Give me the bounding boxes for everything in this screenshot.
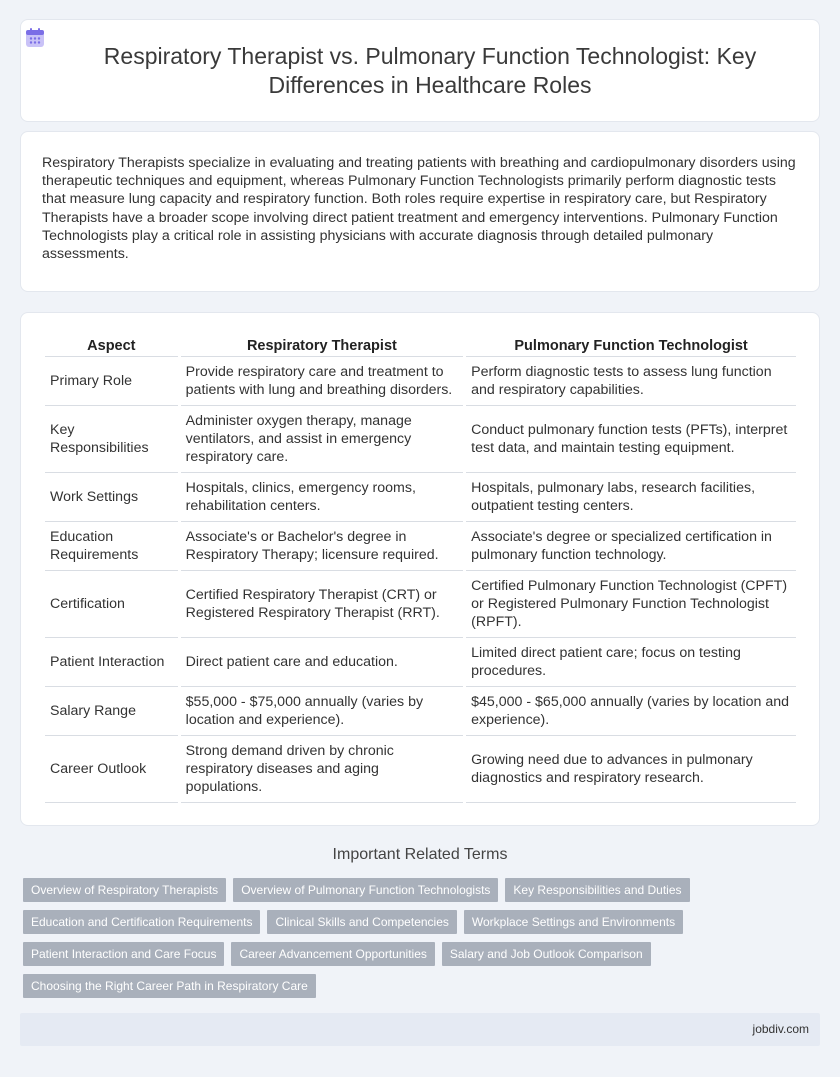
row-pulmonary-function-technologist: Conduct pulmonary function tests (PFTs), interpret test data, and maintain testing equipment. xyxy=(466,406,796,473)
row-aspect: Education Requirements xyxy=(45,522,178,571)
row-pulmonary-function-technologist: Perform diagnostic tests to assess lung function and respiratory capabilities. xyxy=(466,357,796,406)
table-row xyxy=(45,736,796,803)
comparison-table-card xyxy=(20,312,820,826)
page-title: Respiratory Therapist vs. Pulmonary Function Technologist: Key Differences in Healthcare Roles xyxy=(103,43,757,98)
column-header-respiratory-therapist: Respiratory Therapist xyxy=(181,333,463,357)
row-aspect: Work Settings xyxy=(45,473,178,522)
intro-card xyxy=(20,131,820,292)
intro-paragraph: Respiratory Therapists specialize in evaluating and treating patients with breathing and cardiopulmonary disorders using therapeutic techniques and equipment, whereas Pulmonary Function Technologists primarily perform diagnostic tests that measure lung capacity and respiratory function. Both roles require expertise in respiratory care, but Respiratory Therapists have a broader scope involving direct patient treatment and emergency interventions. Pulmonary Function Technologists play a critical role in assisting physicians with accurate diagnosis through detailed pulmonary assessments. xyxy=(42,155,796,263)
row-respiratory-therapist: Administer oxygen therapy, manage ventilators, and assist in emergency respiratory care. xyxy=(181,406,463,473)
related-terms-list xyxy=(23,878,803,1006)
related-term-tag[interactable]: Overview of Respiratory Therapists xyxy=(23,878,226,902)
related-term-tag[interactable]: Clinical Skills and Competencies xyxy=(267,910,456,934)
table-header-row xyxy=(45,333,796,357)
related-term-tag[interactable]: Choosing the Right Career Path in Respiratory Care xyxy=(23,974,316,998)
row-aspect: Key Responsibilities xyxy=(45,406,178,473)
table-row xyxy=(45,406,796,473)
column-header-aspect: Aspect xyxy=(45,333,178,357)
table-row xyxy=(45,473,796,522)
row-aspect: Certification xyxy=(45,571,178,638)
row-respiratory-therapist: Hospitals, clinics, emergency rooms, rehabilitation centers. xyxy=(181,473,463,522)
row-pulmonary-function-technologist: $45,000 - $65,000 annually (varies by location and experience). xyxy=(466,687,796,736)
related-term-tag[interactable]: Key Responsibilities and Duties xyxy=(505,878,689,902)
related-term-tag[interactable]: Salary and Job Outlook Comparison xyxy=(442,942,651,966)
row-aspect: Patient Interaction xyxy=(45,638,178,687)
row-aspect: Salary Range xyxy=(45,687,178,736)
row-pulmonary-function-technologist: Growing need due to advances in pulmonary diagnostics and respiratory research. xyxy=(466,736,796,803)
table-row xyxy=(45,687,796,736)
table-row xyxy=(45,638,796,687)
column-header-pulmonary-function-technologist: Pulmonary Function Technologist xyxy=(466,333,796,357)
row-aspect: Primary Role xyxy=(45,357,178,406)
row-respiratory-therapist: Direct patient care and education. xyxy=(181,638,463,687)
header-card xyxy=(20,19,820,122)
related-term-tag[interactable]: Patient Interaction and Care Focus xyxy=(23,942,224,966)
footer xyxy=(20,1013,820,1046)
row-aspect: Career Outlook xyxy=(45,736,178,803)
calendar-icon xyxy=(24,27,46,49)
row-respiratory-therapist: Strong demand driven by chronic respiratory diseases and aging populations. xyxy=(181,736,463,803)
table-row xyxy=(45,571,796,638)
related-term-tag[interactable]: Career Advancement Opportunities xyxy=(231,942,434,966)
related-terms-title: Important Related Terms xyxy=(332,846,508,863)
row-respiratory-therapist: $55,000 - $75,000 annually (varies by location and experience). xyxy=(181,687,463,736)
row-pulmonary-function-technologist: Limited direct patient care; focus on testing procedures. xyxy=(466,638,796,687)
row-respiratory-therapist: Provide respiratory care and treatment to patients with lung and breathing disorders. xyxy=(181,357,463,406)
related-term-tag[interactable]: Education and Certification Requirements xyxy=(23,910,260,934)
row-respiratory-therapist: Associate's or Bachelor's degree in Respiratory Therapy; licensure required. xyxy=(181,522,463,571)
comparison-table xyxy=(42,333,799,803)
row-respiratory-therapist: Certified Respiratory Therapist (CRT) or Registered Respiratory Therapist (RRT). xyxy=(181,571,463,638)
related-term-tag[interactable]: Overview of Pulmonary Function Technologists xyxy=(233,878,498,902)
row-pulmonary-function-technologist: Associate's degree or specialized certification in pulmonary function technology. xyxy=(466,522,796,571)
table-row xyxy=(45,357,796,406)
related-term-tag[interactable]: Workplace Settings and Environments xyxy=(464,910,683,934)
row-pulmonary-function-technologist: Hospitals, pulmonary labs, research facilities, outpatient testing centers. xyxy=(466,473,796,522)
footer-site-link[interactable]: jobdiv.com xyxy=(752,1022,809,1036)
row-pulmonary-function-technologist: Certified Pulmonary Function Technologist (CPFT) or Registered Pulmonary Function Technologist (RPFT). xyxy=(466,571,796,638)
table-row xyxy=(45,522,796,571)
